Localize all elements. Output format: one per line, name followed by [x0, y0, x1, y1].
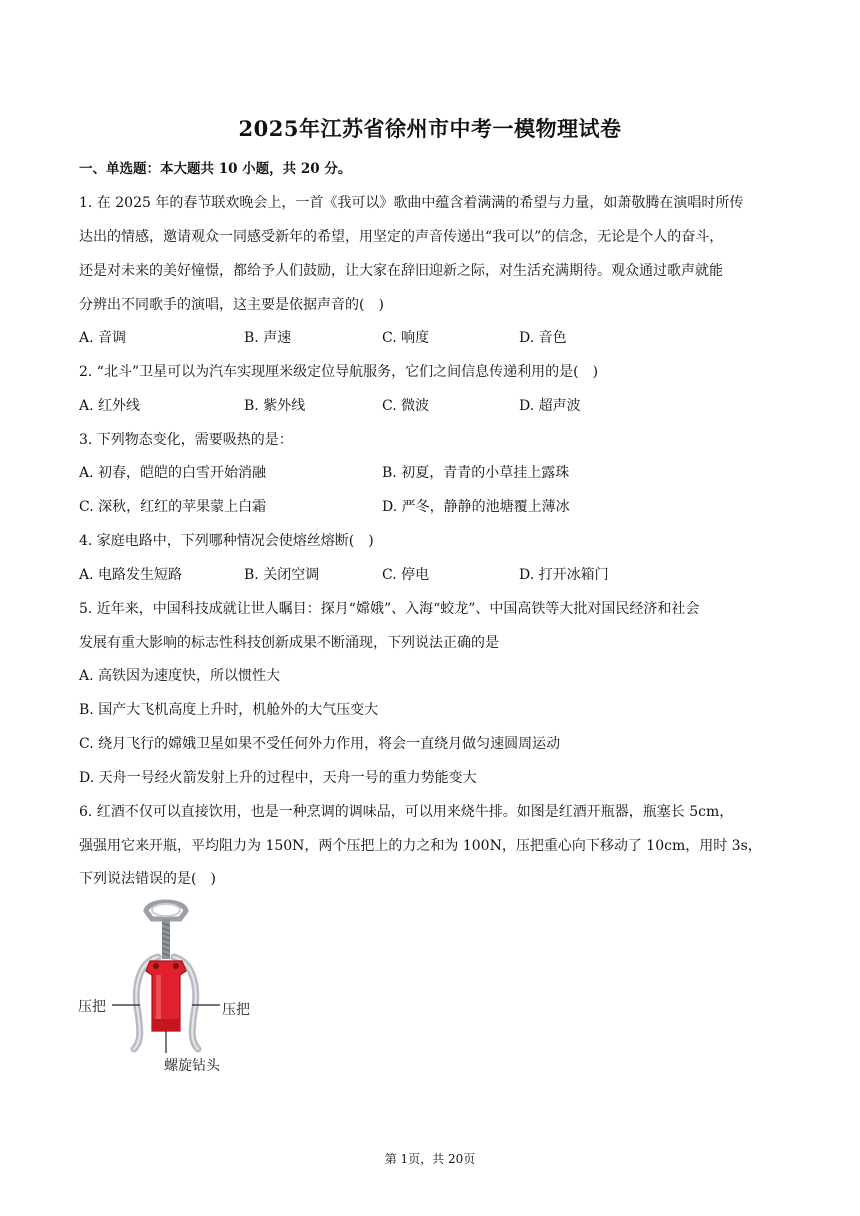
label-left-handle: 压把	[78, 999, 106, 1015]
question-line: 发展有重大影响的标志性科技创新成果不断涌现，下列说法正确的是	[79, 635, 499, 651]
question-line: 还是对未来的美好憧憬，都给予人们鼓励，让大家在辞旧迎新之际，对生活充满期待。观众通过歌声就能	[79, 263, 723, 279]
option-b[interactable]: B. 紫外线	[244, 398, 306, 414]
option-c[interactable]: C. 微波	[382, 398, 430, 414]
option-b[interactable]: B. 关闭空调	[244, 567, 320, 583]
question-line: 下列说法错误的是( )	[79, 871, 216, 887]
option-a[interactable]: A. 电路发生短路	[79, 567, 183, 583]
question-line: 强强用它来开瓶，平均阻力为 150N，两个压把上的力之和为 100N，压把重心向下移动了 10cm，用时 3s，	[79, 838, 762, 854]
question-line: 达出的情感，邀请观众一同感受新年的希望，用坚定的声音传递出“我可以”的信念，无论是个人的奋斗，	[79, 229, 724, 245]
option-c[interactable]: C. 绕月飞行的嫦娥卫星如果不受任何外力作用，将会一直绕月做匀速圆周运动	[79, 736, 561, 752]
option-b[interactable]: B. 初夏，青青的小草挂上露珠	[382, 465, 570, 481]
option-a[interactable]: A. 红外线	[79, 398, 141, 414]
question-line: 分辨出不同歌手的演唱，这主要是依据声音的( )	[79, 297, 384, 313]
question-line: 4. 家庭电路中，下列哪种情况会使熔丝熔断( )	[79, 533, 374, 549]
question-line: 1. 在 2025 年的春节联欢晚会上，一首《我可以》歌曲中蕴含着满满的希望与力量，如萧敬腾在演唱时所传	[79, 195, 744, 211]
label-drill-bit: 螺旋钻头	[164, 1058, 220, 1074]
corkscrew-illustration	[76, 893, 276, 1083]
question-line: 5. 近年来，中国科技成就让世人瞩目：探月“嫦娥”、入海“蛟龙”、中国高铁等大批对国民经济和社会	[79, 601, 700, 617]
page-title: 2025年江苏省徐州市中考一模物理试卷	[238, 116, 622, 141]
option-d[interactable]: D. 打开冰箱门	[519, 567, 609, 583]
option-d[interactable]: D. 天舟一号经火箭发射上升的过程中，天舟一号的重力势能变大	[79, 770, 477, 786]
option-c[interactable]: C. 深秋，红红的苹果蒙上白霜	[79, 499, 267, 515]
option-d[interactable]: D. 严冬，静静的池塘覆上薄冰	[382, 499, 570, 515]
label-right-handle: 压把	[222, 1002, 250, 1018]
option-a[interactable]: A. 音调	[79, 330, 127, 346]
corkscrew-figure	[76, 893, 276, 1083]
option-c[interactable]: C. 停电	[382, 567, 430, 583]
option-b[interactable]: B. 国产大飞机高度上升时，机舱外的大气压变大	[79, 702, 379, 718]
option-a[interactable]: A. 高铁因为速度快，所以惯性大	[79, 668, 281, 684]
option-b[interactable]: B. 声速	[244, 330, 292, 346]
page-footer: 第 1页，共 20页	[384, 1152, 476, 1166]
option-d[interactable]: D. 音色	[519, 330, 567, 346]
question-line: 6. 红酒不仅可以直接饮用，也是一种烹调的调味品，可以用来烧牛排。如图是红酒开瓶器，瓶塞长 5cm，	[79, 804, 734, 820]
section-heading: 一、单选题：本大题共 10 小题，共 20 分。	[79, 161, 352, 177]
option-a[interactable]: A. 初春，皑皑的白雪开始消融	[79, 465, 267, 481]
option-c[interactable]: C. 响度	[382, 330, 430, 346]
option-d[interactable]: D. 超声波	[519, 398, 581, 414]
question-line: 3. 下列物态变化，需要吸热的是：	[79, 432, 293, 448]
question-line: 2. “北斗”卫星可以为汽车实现厘米级定位导航服务，它们之间信息传递利用的是( )	[79, 364, 599, 380]
